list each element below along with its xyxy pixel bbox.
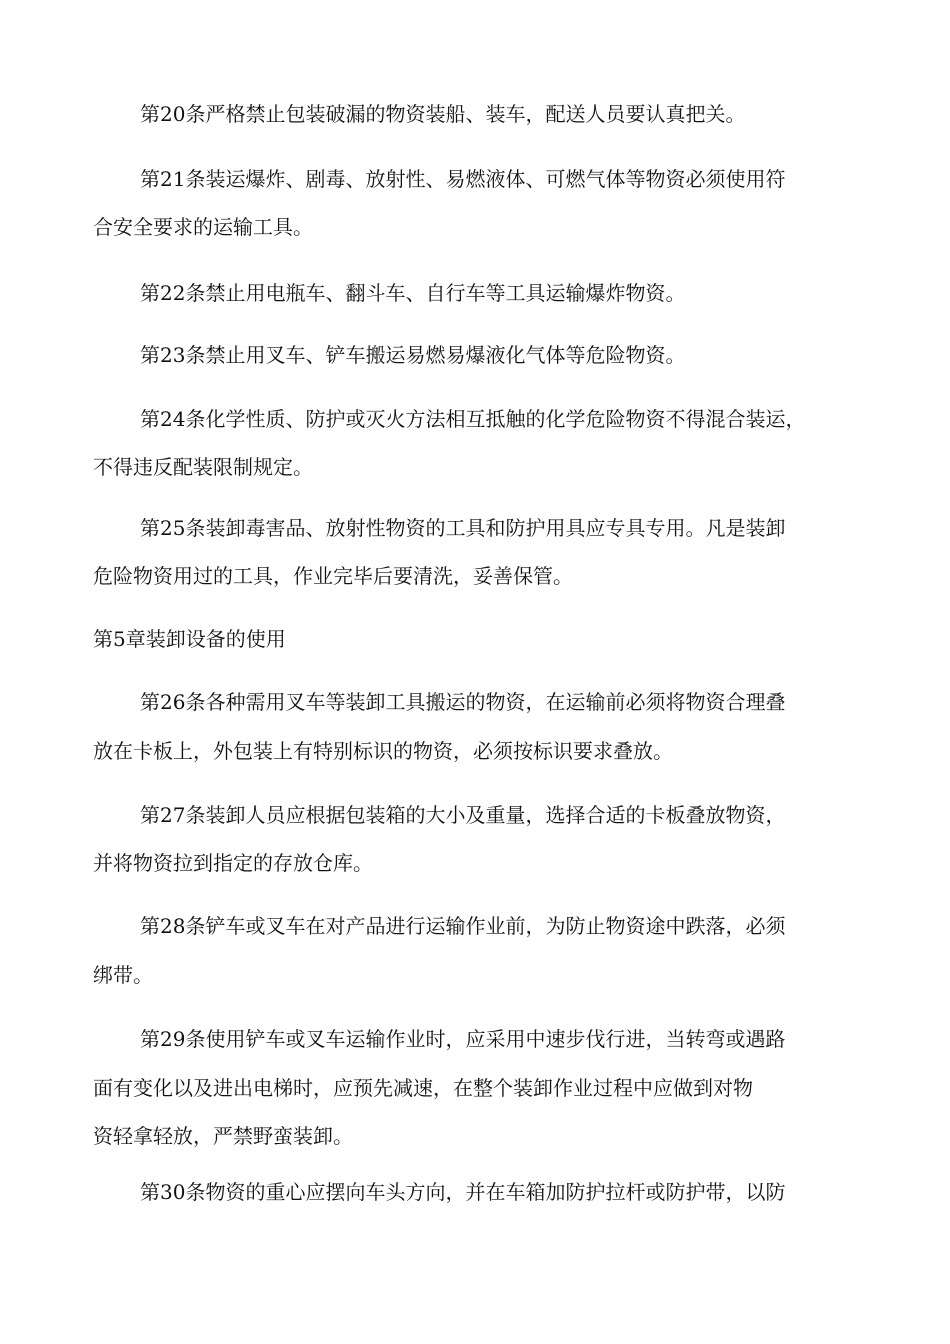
article-30-text: 第30条物资的重心应摆向车头方向，并在车箱加防护拉杆或防护带，以防 bbox=[140, 1180, 786, 1204]
article-27-continuation: 并将物资拉到指定的存放仓库。 bbox=[93, 851, 373, 875]
article-25-text: 第25条装卸毒害品、放射性物资的工具和防护用具应专具专用。凡是装卸 bbox=[140, 516, 786, 540]
article-24-text: 第24条化学性质、防护或灭火方法相互抵触的化学危险物资不得混合装运， bbox=[140, 407, 806, 431]
article-28-continuation: 绑带。 bbox=[93, 963, 153, 987]
article-21-text: 第21条装运爆炸、剧毒、放射性、易燃液体、可燃气体等物资必须使用符 bbox=[140, 167, 786, 191]
article-26-continuation: 放在卡板上，外包装上有特别标识的物资，必须按标识要求叠放。 bbox=[93, 739, 673, 763]
article-25-continuation: 危险物资用过的工具，作业完毕后要清洗，妥善保管。 bbox=[93, 564, 573, 588]
article-24-continuation: 不得违反配装限制规定。 bbox=[93, 455, 313, 479]
article-23-text: 第23条禁止用叉车、铲车搬运易燃易爆液化气体等危险物资。 bbox=[140, 343, 686, 367]
article-28-text: 第28条铲车或叉车在对产品进行运输作业前，为防止物资途中跌落，必须 bbox=[140, 914, 786, 938]
article-26-text: 第26条各种需用叉车等装卸工具搬运的物资，在运输前必须将物资合理叠 bbox=[140, 690, 786, 714]
article-27-text: 第27条装卸人员应根据包装箱的大小及重量，选择合适的卡板叠放物资， bbox=[140, 803, 786, 827]
article-20-text: 第20条严格禁止包装破漏的物资装船、装车，配送人员要认真把关。 bbox=[140, 102, 746, 126]
chapter-5-heading: 第5章装卸设备的使用 bbox=[93, 627, 286, 651]
article-29-continuation-1: 面有变化以及进出电梯时，应预先减速，在整个装卸作业过程中应做到对物 bbox=[93, 1076, 753, 1100]
article-22-text: 第22条禁止用电瓶车、翻斗车、自行车等工具运输爆炸物资。 bbox=[140, 281, 686, 305]
article-29-continuation-2: 资轻拿轻放，严禁野蛮装卸。 bbox=[93, 1124, 353, 1148]
article-29-text: 第29条使用铲车或叉车运输作业时，应采用中速步伐行进，当转弯或遇路 bbox=[140, 1027, 786, 1051]
article-21-continuation: 合安全要求的运输工具。 bbox=[93, 215, 313, 239]
